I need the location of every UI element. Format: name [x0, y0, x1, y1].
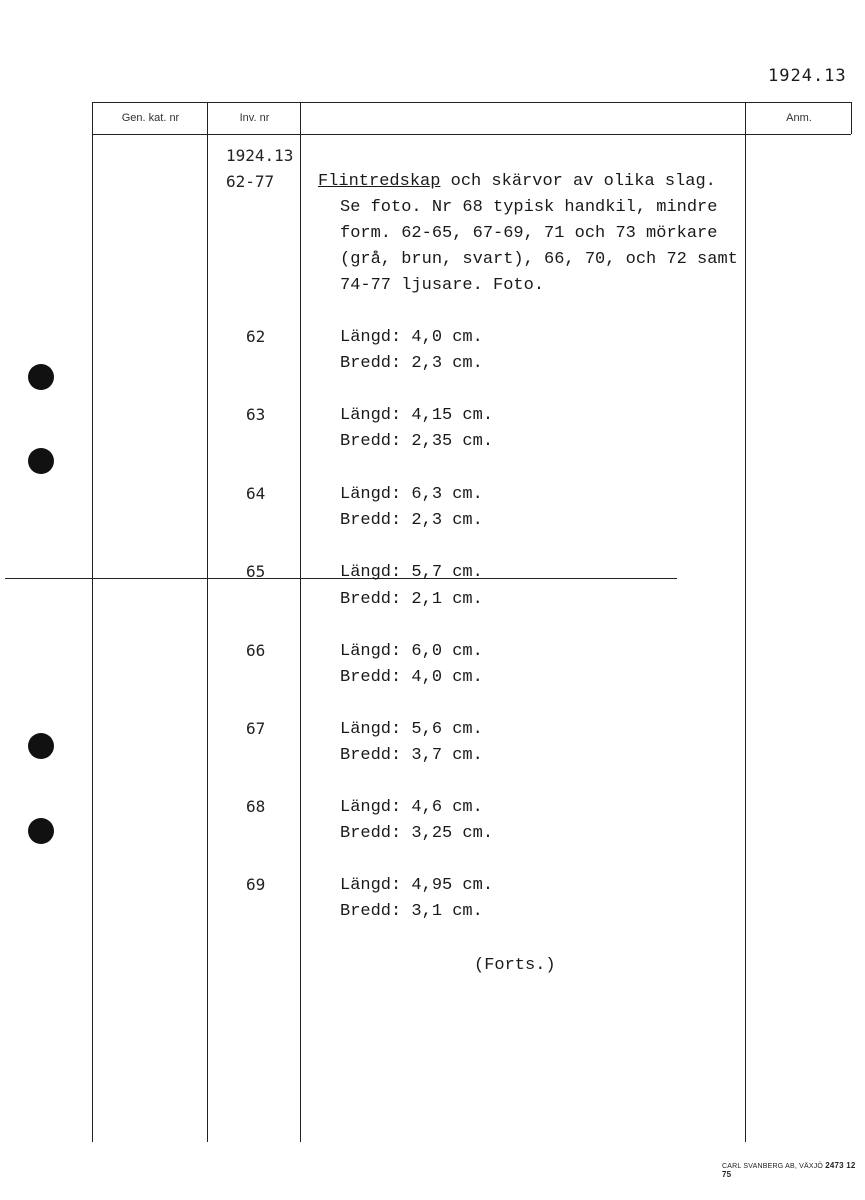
description-title: Flintredskap — [318, 172, 441, 191]
punch-hole — [28, 448, 54, 474]
item-width: Bredd: 3,25 cm. — [340, 824, 494, 843]
inv-range: 62-77 — [226, 172, 275, 191]
printer-imprint — [722, 1161, 865, 1179]
item-nr: 67 — [246, 719, 266, 738]
item-length: Längd: 4,15 cm. — [340, 406, 494, 425]
table-header-rule — [92, 134, 851, 135]
item-width: Bredd: 3,7 cm. — [340, 746, 483, 765]
description-line-3: form. 62-65, 67-69, 71 och 73 mörkare — [340, 224, 718, 243]
item-length: Längd: 5,7 cm. — [340, 563, 483, 582]
item-width: Bredd: 2,3 cm. — [340, 511, 483, 530]
item-width: Bredd: 2,1 cm. — [340, 590, 483, 609]
item-width: Bredd: 2,3 cm. — [340, 354, 483, 373]
item-nr: 64 — [246, 484, 266, 503]
description-line-4: (grå, brun, svart), 66, 70, och 72 samt — [340, 250, 738, 269]
corner-catalogue-number: 1924.13 — [768, 66, 847, 86]
item-nr: 62 — [246, 327, 266, 346]
punch-hole — [28, 818, 54, 844]
description-line-2: Se foto. Nr 68 typisk handkil, mindre — [340, 198, 718, 217]
header-gen-kat-nr: Gen. kat. nr — [121, 112, 180, 124]
description-line-1 — [318, 172, 716, 191]
item-length: Längd: 5,6 cm. — [340, 720, 483, 739]
item-width: Bredd: 3,1 cm. — [340, 902, 483, 921]
item-nr: 65 — [246, 562, 266, 581]
punch-hole — [28, 733, 54, 759]
item-nr: 66 — [246, 641, 266, 660]
column-rule-left — [92, 102, 93, 1142]
continued-note: (Forts.) — [474, 956, 556, 975]
item-length: Längd: 4,0 cm. — [340, 328, 483, 347]
column-rule-right — [851, 102, 852, 134]
table-top-rule — [92, 102, 851, 103]
header-anm: Anm. — [786, 112, 812, 124]
column-rule-anm — [745, 102, 746, 1142]
item-length: Längd: 6,0 cm. — [340, 642, 483, 661]
description-line-1-rest: och skärvor av olika slag. — [440, 172, 716, 191]
item-length: Längd: 4,6 cm. — [340, 798, 483, 817]
form-code: 2473 12 75 — [722, 1161, 856, 1179]
inv-number: 1924.13 — [226, 146, 294, 165]
item-length: Längd: 4,95 cm. — [340, 876, 494, 895]
punch-hole — [28, 364, 54, 390]
column-rule-inv — [207, 102, 208, 1142]
item-nr: 69 — [246, 875, 266, 894]
column-rule-desc — [300, 102, 301, 1142]
item-width: Bredd: 2,35 cm. — [340, 432, 494, 451]
printer-name: CARL SVANBERG AB, VÄXJÖ — [722, 1163, 824, 1170]
header-inv-nr: Inv. nr — [239, 112, 270, 124]
item-width: Bredd: 4,0 cm. — [340, 668, 483, 687]
item-nr: 63 — [246, 405, 266, 424]
description-line-5: 74-77 ljusare. Foto. — [340, 276, 545, 295]
item-nr: 68 — [246, 797, 266, 816]
item-length: Längd: 6,3 cm. — [340, 485, 483, 504]
